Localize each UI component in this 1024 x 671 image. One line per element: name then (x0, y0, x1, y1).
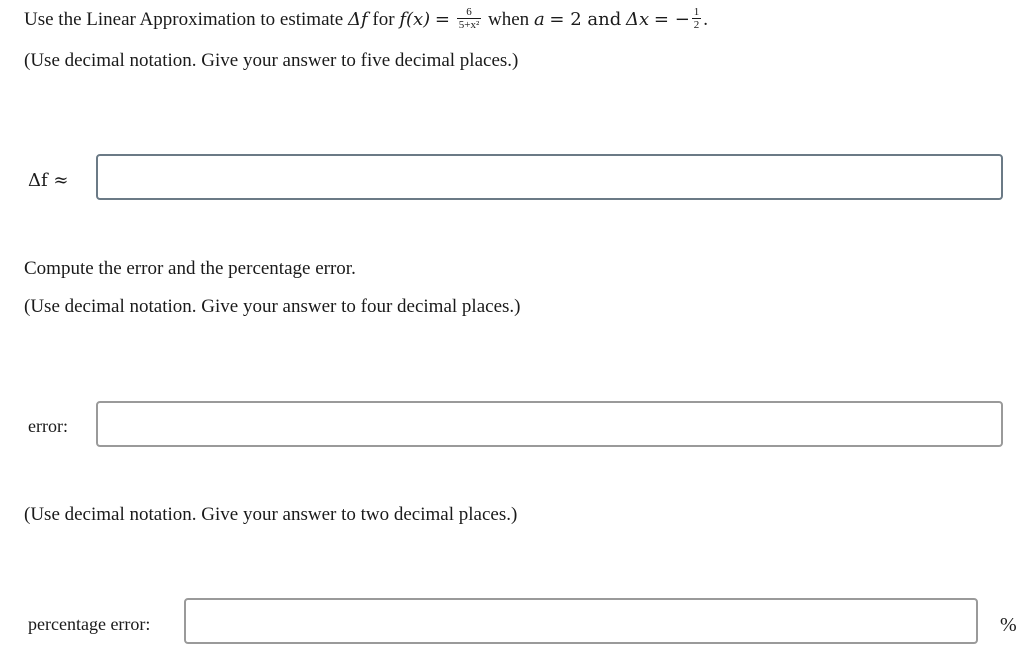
section-error-text: Compute the error and the percentage error. (24, 258, 356, 279)
fraction-denominator: 5+x² (458, 19, 480, 31)
delta-f-input[interactable] (96, 154, 1003, 200)
question-for: for (372, 8, 395, 30)
delta-x-numerator: 1 (693, 6, 700, 18)
error-input[interactable] (96, 401, 1003, 447)
delta-x-symbol: Δx (626, 8, 650, 30)
instruction-two-decimals: (Use decimal notation. Give your answer to two decimal places.) (24, 504, 518, 525)
delta-x-equals: = − (653, 8, 690, 30)
instruction-four-decimals: (Use decimal notation. Give your answer to four decimal places.) (24, 296, 521, 317)
function-fraction (457, 6, 482, 31)
delta-f-symbol: Δf (347, 8, 368, 30)
question-intro: Use the Linear Approximation to estimate (24, 8, 344, 30)
question-period: . (703, 8, 709, 30)
question-when: when (488, 8, 530, 30)
percentage-error-input[interactable] (184, 598, 978, 644)
a-variable: a (533, 8, 545, 30)
function-symbol: f(x) (399, 8, 431, 30)
percentage-error-label: percentage error: (28, 614, 151, 634)
equals-sign: = (434, 8, 451, 30)
delta-x-denominator: 2 (693, 19, 700, 31)
fraction-numerator: 6 (457, 6, 482, 19)
question-text (24, 8, 708, 33)
delta-f-label: Δf ≈ (28, 170, 69, 191)
percent-symbol: % (1000, 614, 1017, 636)
error-label: error: (28, 416, 68, 436)
instruction-five-decimals: (Use decimal notation. Give your answer to five decimal places.) (24, 50, 519, 71)
a-equals-value: = 2 and (549, 8, 622, 30)
delta-x-fraction (692, 6, 702, 31)
